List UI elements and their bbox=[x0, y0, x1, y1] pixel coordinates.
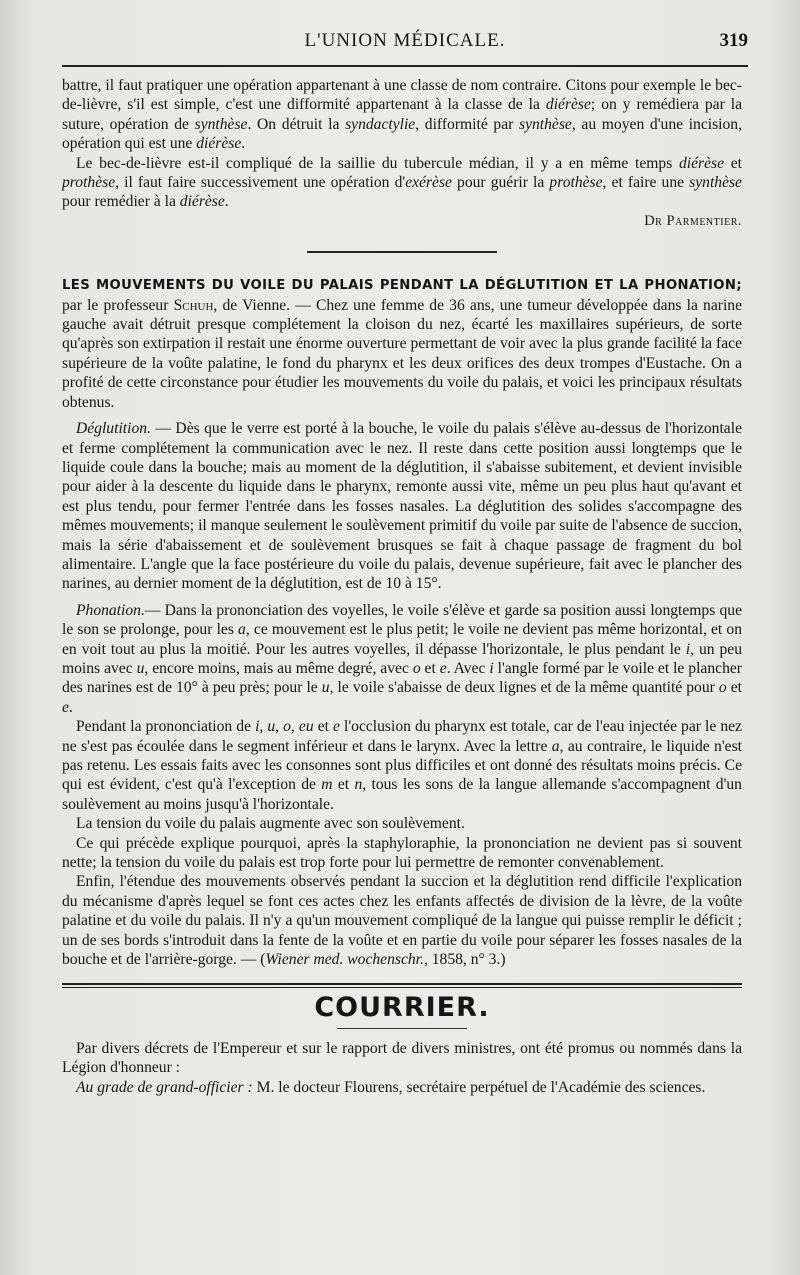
intro-paragraph-2: Le bec-de-lièvre est-il compliqué de la saillie du tubercule médian, il y a en même temps diérèse et prothèse, il faut faire successivement une opération d'exérèse pour guérir la prothèse, et faire une synthèse pour remédier à la diérèse. bbox=[62, 154, 742, 211]
occlusion-paragraph: Pendant la prononciation de i, u, o, eu et e l'occlusion du pharynx est totale, car de l'eau injectée par le nez ne s'est pas écoulée dans le segment inférieur et dans le larynx. Avec la lettre a, au contraire, le liquide n'est pas retenu. Les essais faits avec les consonnes sont plus difficiles et ont donné des résultats moins précis. Ce qui est évident, c'est qu'à l'exception de m et n, tous les sons de la langue allemande s'accompagnent d'un soulèvement au moins jusqu'à l'horizontale. bbox=[62, 718, 742, 813]
page-header bbox=[62, 30, 748, 58]
courrier-title: COURRIER. bbox=[314, 992, 490, 1024]
header-rule bbox=[62, 65, 748, 67]
article-title: LES MOUVEMENTS DU VOILE DU PALAIS PENDANT LA DÉGLUTITION ET LA PHONATION; bbox=[62, 278, 742, 294]
deglutition-paragraph: Déglutition. — Dès que le verre est porté à la bouche, le voile du palais s'élève au-dessus de l'horizontale et ferme complétement la communication avec le nez. Il reste dans cette position aussi longtemps que le liquide coule dans la bouche; mais au moment de la déglutition, il s'abaisse subitement, et devient invisible pour aider à la descente du liquide dans le pharynx, remonte aussi vite, même un peu plus haut qu'avant et est plus tendu, pour fermer l'entrée dans les fosses nasales. La déglutition des solides s'accompagne des mêmes mouvements; il manque seulement le soulèvement primitif du voile par suite de l'absence de succion, mais la série d'abaissement et de soulèvement brusques se fait à chaque passage de fragment du bol alimentaire. L'angle que la face postérieure du voile du palais, devenue supérieure, fait avec le plancher des narines, au dernier moment de la déglutition, est de 10 à 15°. bbox=[62, 420, 742, 593]
conclusion-paragraph: Enfin, l'étendue des mouvements observés pendant la succion et la déglutition rend difficile l'explication du mécanisme d'après lequel se font ces actes chez les enfants affectés de division de la lèvre, de la voûte palatine et du voile du palais. Il n'y a qu'un mouvement compliqué de la langue qui puisse remplir le déficit ; un de ses bords s'introduit dans la fente de la voûte et en partie du voile pour séparer les fosses nasales de la bouche et de l'arrière-gorge. — (Wiener med. wochenschr., 1858, n° 3.) bbox=[62, 873, 742, 969]
intro-paragraph-1: battre, il faut pratiquer une opération appartenant à une classe de nom contraire. Citons pour exemple le bec-de-lièvre, s'il est simple, c'est une difformité appartenant à la classe de la diérèse; on y remédiera par la suture, opération de synthèse. On détruit la syndactylie, difformité par synthèse, au moyen d'une incision, opération qui est une diérèse. bbox=[62, 77, 742, 153]
staphylorraphie-paragraph: Ce qui précède explique pourquoi, après la staphyloraphie, la prononciation ne devient pas si souvent nette; la tension du voile du palais est trop forte pour lui permettre de remonter convenablement. bbox=[62, 834, 742, 872]
phonation-paragraph: Phonation.— Dans la prononciation des voyelles, le voile s'élève et garde sa position aussi longtemps que le son se prolonge, pour les a, ce mouvement est le plus petit; le voile ne devient pas même horizontal, et on en voit tout au plus la moitié. Pour les autres voyelles, il dépasse l'horizontale, le plus pendant le i, un peu moins avec u, encore moins, mais au même degré, avec o et e. Avec i l'angle formé par le voile et le plancher des narines est de 10° à peu près; pour le u, le voile s'abaisse de deux lignes et de la même quantité pour o et e. bbox=[62, 601, 742, 716]
courrier-rule bbox=[337, 1028, 467, 1029]
author-signature: Dr Parmentier. bbox=[644, 212, 742, 229]
article-intro: LES MOUVEMENTS DU VOILE DU PALAIS PENDANT LA DÉGLUTITION ET LA PHONATION; par le professeur Schuh, de Vienne. — Chez une femme de 36 ans, une tumeur développée dans la narine gauche avait détruit presque complétement la cloison du nez, écarté les maxillaires supérieurs, de sorte qu'après son extirpation il restait une énorme ouverture permettant de voir avec la plus grande facilité la face supérieure de la voûte palatine, le fond du pharynx et les deux orifices des deux trompes d'Eustache. On a profité de cette circonstance pour étudier les mouvements du voile du palais, et voici les principaux résultats obtenus. bbox=[62, 278, 742, 411]
page-number: 319 bbox=[719, 30, 748, 51]
courrier-grade-paragraph: Au grade de grand-officier : M. le docteur Flourens, secrétaire perpétuel de l'Académie des sciences. bbox=[76, 1078, 706, 1096]
courrier-paragraph: Par divers décrets de l'Empereur et sur le rapport de divers ministres, ont été promus ou nommés dans la Légion d'honneur : bbox=[62, 1039, 742, 1077]
page-body bbox=[62, 76, 742, 1097]
running-title: L'UNION MÉDICALE. bbox=[304, 30, 506, 51]
double-rule bbox=[62, 983, 742, 988]
section-separator bbox=[307, 251, 497, 253]
tension-paragraph: La tension du voile du palais augmente avec son soulèvement. bbox=[76, 815, 465, 833]
article-author: Schuh bbox=[173, 296, 214, 314]
citation: Wiener med. wochenschr. bbox=[265, 951, 424, 969]
